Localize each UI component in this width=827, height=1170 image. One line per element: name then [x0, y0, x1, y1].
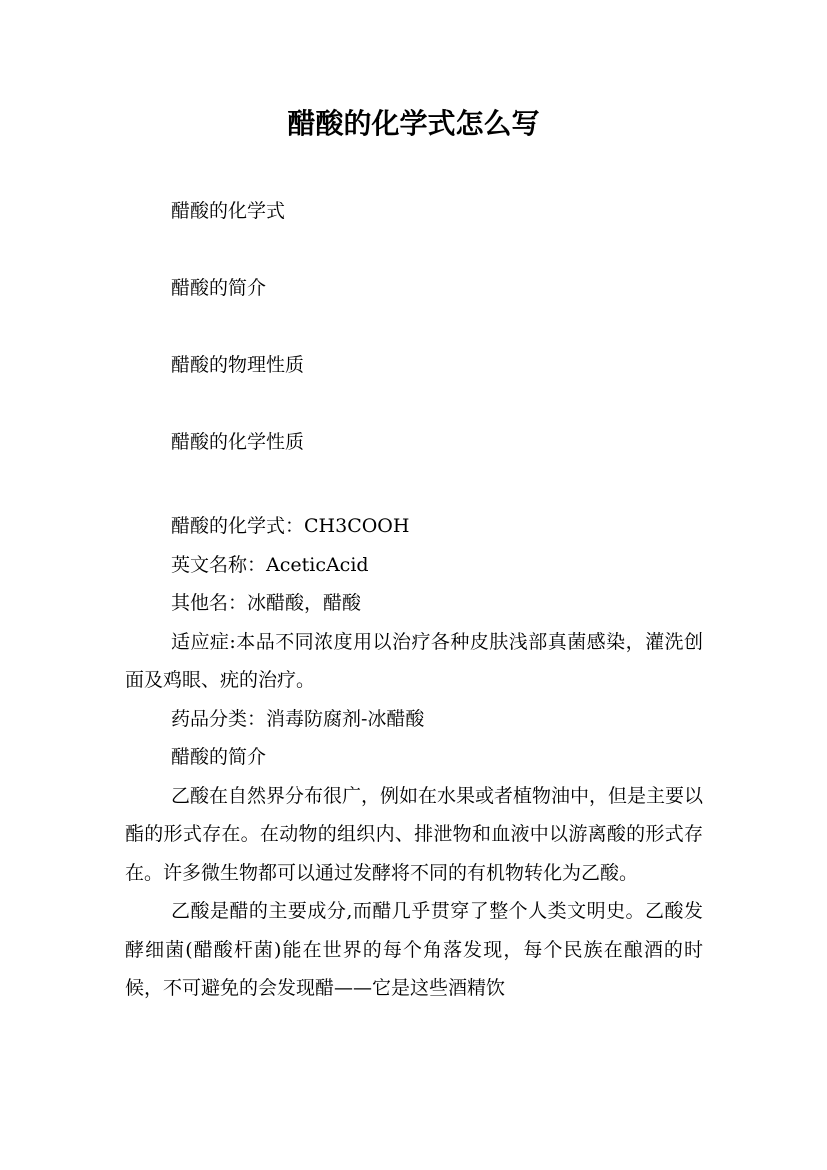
fact-drug-class: 药品分类：消毒防腐剂-冰醋酸: [171, 707, 425, 730]
toc-item-formula: 醋酸的化学式: [171, 200, 286, 222]
intro-heading: 醋酸的简介: [171, 746, 267, 768]
document-body: [125, 507, 703, 1008]
paragraph-history: 乙酸是醋的主要成分,而醋几乎贯穿了整个人类文明史。乙酸发酵细菌(醋酸杆菌)能在世界的每个角落发现，每个民族在酿酒的时候，不可避免的会发现醋——它是这些酒精饮: [125, 900, 703, 999]
toc-item-chemical: 醋酸的化学性质: [171, 431, 305, 453]
toc-item-intro: 醋酸的简介: [171, 277, 267, 299]
paragraph-distribution: 乙酸在自然界分布很广，例如在水果或者植物油中，但是主要以酯的形式存在。在动物的组织内、排泄物和血液中以游离酸的形式存在。许多微生物都可以通过发酵将不同的有机物转化为乙酸。: [125, 784, 704, 884]
fact-english-name: 英文名称：AceticAcid: [171, 553, 369, 576]
fact-indications: 适应症:本品不同浓度用以治疗各种皮肤浅部真菌感染，灌洗创面及鸡眼、疣的治疗。: [125, 630, 703, 691]
document-title: 醋酸的化学式怎么写: [287, 107, 540, 140]
toc-item-physical: 醋酸的物理性质: [171, 354, 305, 376]
fact-formula: 醋酸的化学式：CH3COOH: [171, 515, 410, 537]
fact-other-names: 其他名：冰醋酸，醋酸: [171, 592, 362, 614]
table-of-contents: [171, 196, 304, 504]
